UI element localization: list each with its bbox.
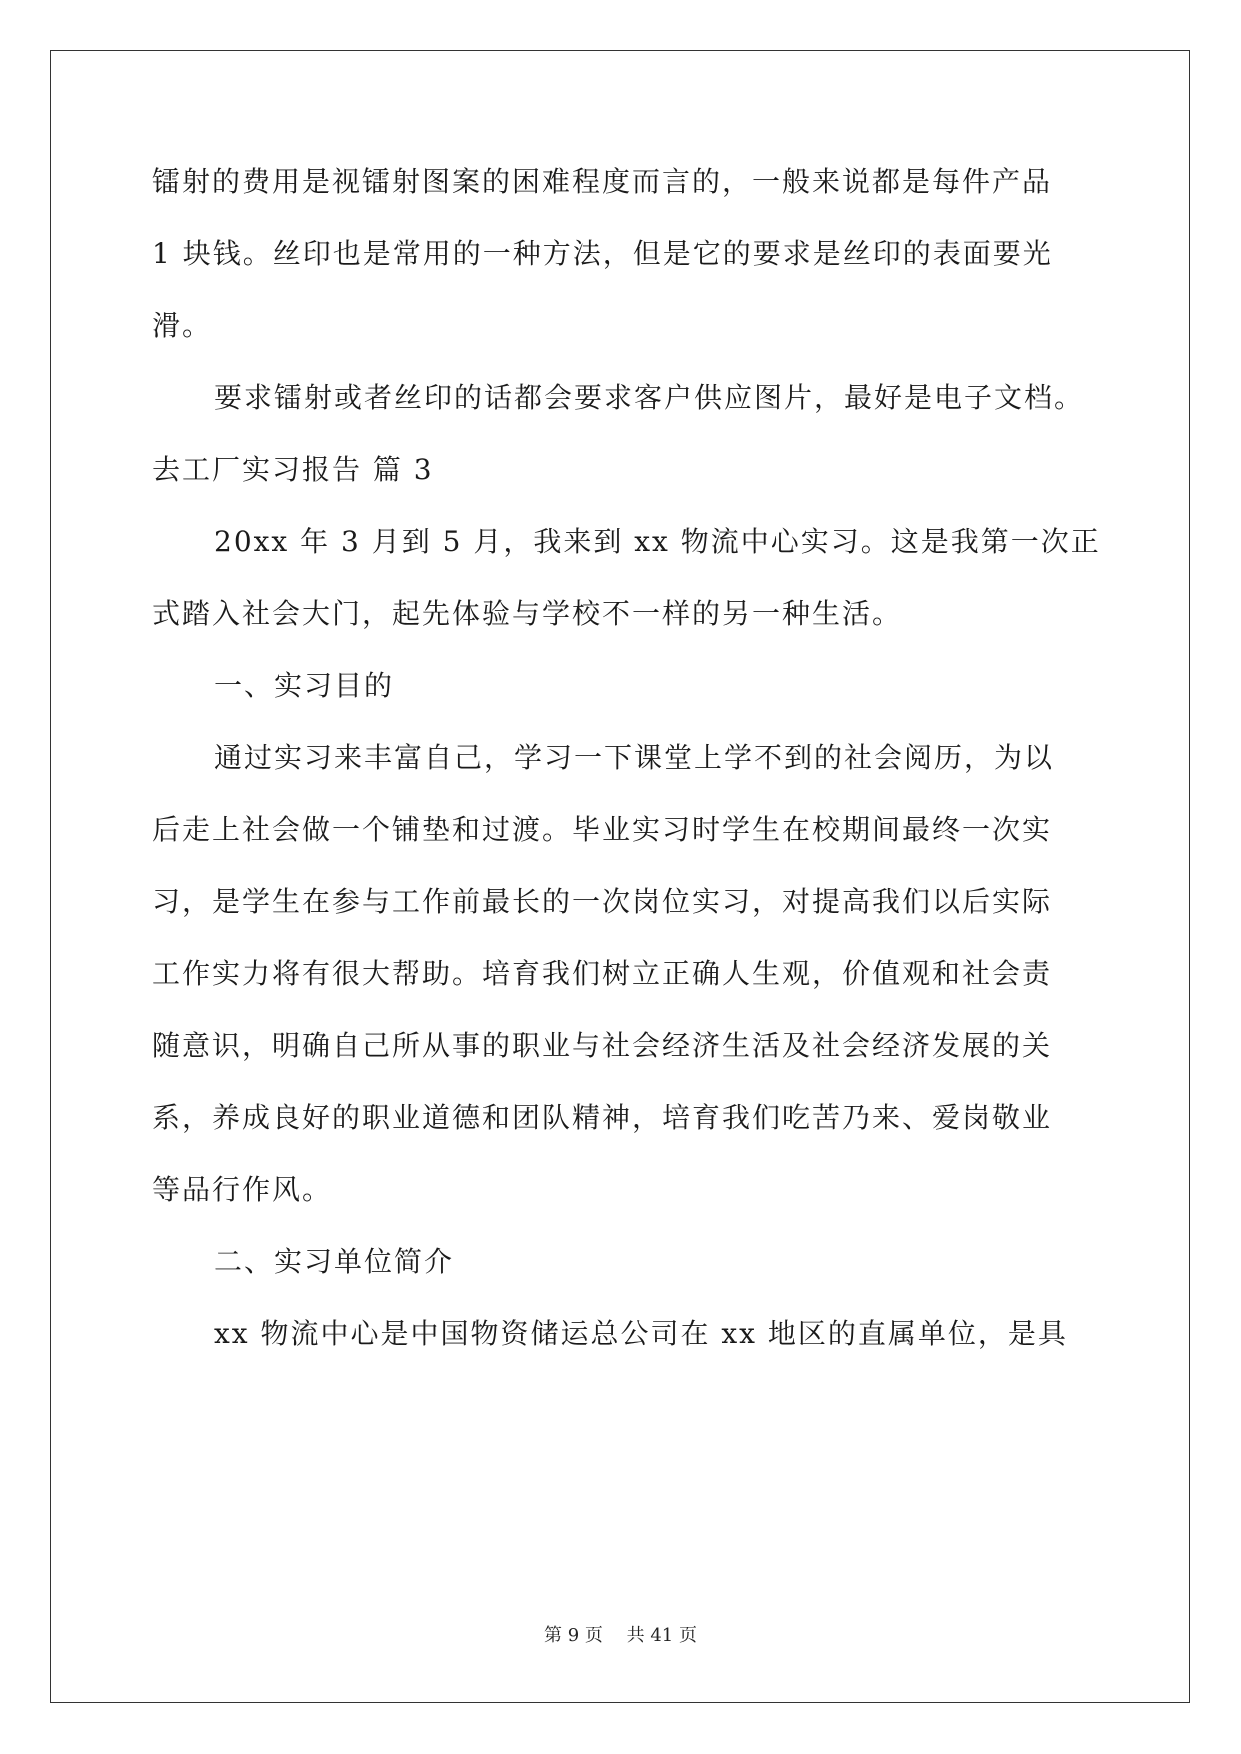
subheading: 一、实习目的 [214, 669, 395, 702]
text-line: 式踏入社会大门，起先体验与学校不一样的另一种生活。 [152, 597, 903, 630]
text-line: 习，是学生在参与工作前最长的一次岗位实习，对提高我们以后实际 [152, 885, 1053, 918]
page-border [50, 50, 1190, 1703]
text-line: 后走上社会做一个铺垫和过渡。毕业实习时学生在校期间最终一次实 [152, 813, 1053, 846]
subheading: 二、实习单位简介 [214, 1245, 455, 1278]
text-line: 滑。 [152, 309, 213, 342]
text-line: 系，养成良好的职业道德和团队精神，培育我们吃苦乃来、爱岗敬业 [152, 1101, 1053, 1134]
text-line: 等品行作风。 [152, 1173, 333, 1206]
text-line: 要求镭射或者丝印的话都会要求客户供应图片，最好是电子文档。 [214, 381, 1085, 414]
section-heading: 去工厂实习报告 篇 3 [152, 453, 434, 486]
text-line: 镭射的费用是视镭射图案的困难程度而言的，一般来说都是每件产品 [152, 165, 1053, 198]
text-line: xx 物流中心是中国物资储运总公司在 xx 地区的直属单位，是具 [214, 1317, 1068, 1350]
text-line: 随意识，明确自己所从事的职业与社会经济生活及社会经济发展的关 [152, 1029, 1053, 1062]
text-line: 20xx 年 3 月到 5 月，我来到 xx 物流中心实习。这是我第一次正 [214, 525, 1101, 558]
page-footer: 第 9 页 共 41 页 [544, 1625, 697, 1646]
text-line: 工作实力将有很大帮助。培育我们树立正确人生观，价值观和社会责 [152, 957, 1053, 990]
text-line: 1 块钱。丝印也是常用的一种方法，但是它的要求是丝印的表面要光 [152, 237, 1053, 270]
text-line: 通过实习来丰富自己，学习一下课堂上学不到的社会阅历，为以 [214, 741, 1055, 774]
